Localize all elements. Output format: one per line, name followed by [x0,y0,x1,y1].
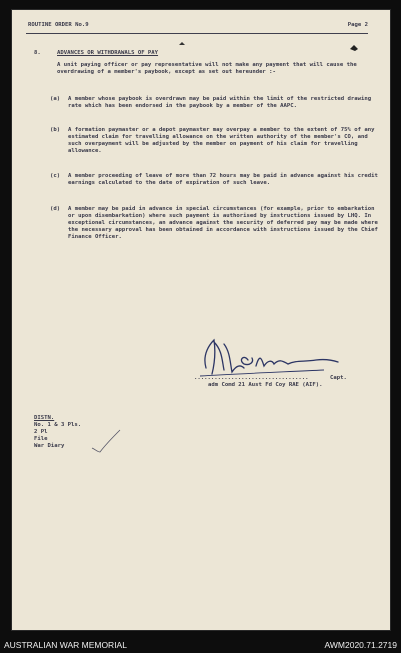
distribution-item: War Diary [34,443,65,449]
header-rule [26,33,368,34]
signatory-title: adm Comd 21 Aust Fd Coy RAE (AIF). [208,382,323,388]
section-number: 8. [34,50,41,56]
distribution-item: No. 1 & 3 Pls. [34,422,82,428]
list-item [50,96,380,110]
distribution-item: 2 Pl [34,429,48,435]
item-text: A member may be paid in advance in special circumstances (for example, prior to embarkation or upon disembarkation) where such payment is authorised by instructions issued by LHQ. In exceptional circumstances, an advance against the security of deferred pay may be made where the necessary approval has been obtained in accordance with instructions issued by the Chief Finance Officer. [68,206,378,240]
page-number: Page 2 [347,22,368,28]
distribution-heading: DISTN. [34,415,55,421]
page-header [28,22,368,29]
routine-order-number: ROUTINE ORDER No.9 [28,22,89,28]
item-label: (b) [50,127,61,133]
item-label: (a) [50,96,61,102]
list-item [50,206,380,241]
ink-mark-icon [178,41,186,47]
distribution-list [34,422,81,450]
signature-line: .................................. [194,375,309,381]
document-page [12,10,390,630]
item-text: A formation paymaster or a depot paymaster may overpay a member to the extent of 75% of any estimated claim for travelling allowance on the written authority of the member's CO, and such overpayment will be adjusted by the member on payment of his claim for travelling allowance. [68,127,375,154]
section-title: ADVANCES OR WITHDRAWALS OF PAY [57,50,159,56]
ink-mark-icon [348,43,362,53]
archive-footer [0,637,401,653]
item-label: (d) [50,206,61,212]
archive-reference: AWM2020.71.2719 [324,640,397,650]
list-item [50,173,380,187]
section-intro: A unit paying officer or pay representative will not make any payment that will cause the overdrawing of a member's paybook, except as set out hereunder :- [57,62,357,75]
list-item [50,127,380,155]
item-text: A member proceeding of leave of more than 72 hours may be paid in advance against his credit earnings calculated to the date of expiration of such leave. [68,173,378,186]
archive-name: AUSTRALIAN WAR MEMORIAL [4,640,127,650]
tick-mark-icon [90,428,122,454]
distribution-item: File [34,436,48,442]
item-text: A member whose paybook is overdrawn may be paid within the limit of the restricted drawing rate which has been endorsed in the paybook by a member of the AAPC. [68,96,372,109]
signatory-rank: Capt. [330,375,347,381]
item-label: (c) [50,173,61,179]
